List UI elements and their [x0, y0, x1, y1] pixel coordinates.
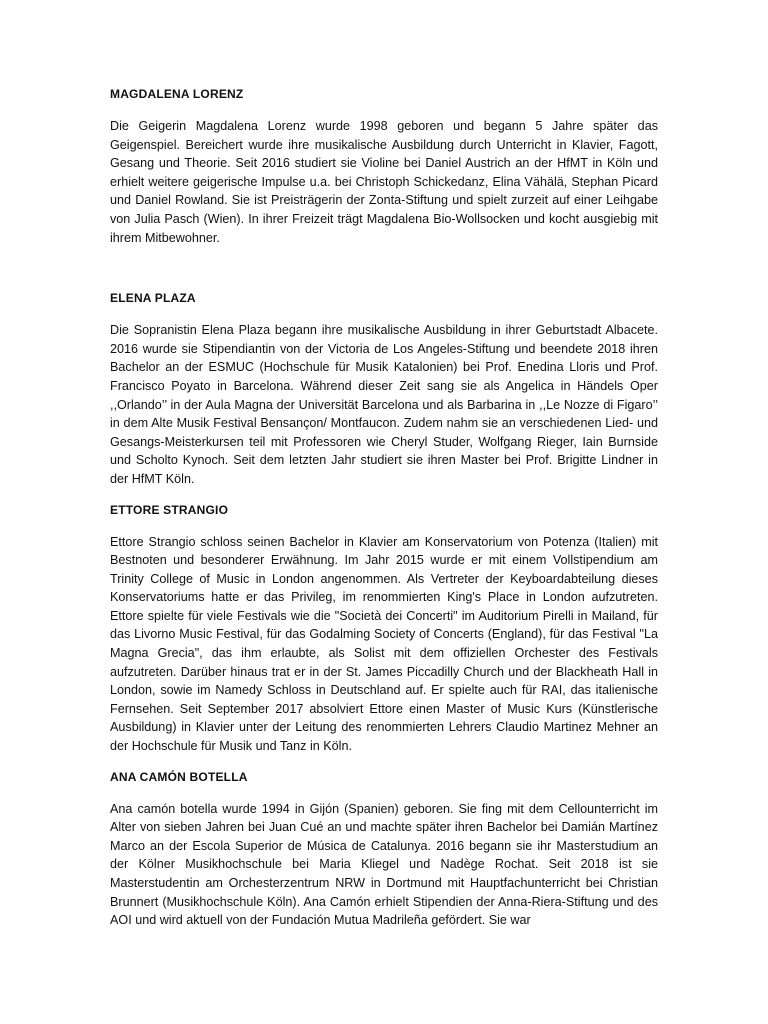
section-heading-magdalena-lorenz: MAGDALENA LORENZ [110, 87, 244, 101]
bio-paragraph-ettore-strangio: Ettore Strangio schloss seinen Bachelor in Klavier am Konservatorium von Potenza (Italien) mit Bestnoten und besonderer Erwähnung. Im Jahr 2015 wurde er mit einem Vollstipendium am Trinity College of Music in London angenommen. Als Vertreter der Keyboardabteilung dieses Konservatoriums hatte er das Privileg, im renommierten King's Place in London aufzutreten. Ettore spielte für viele Festivals wie die "Società dei Concerti" im Auditorium Pirelli in Mailand, für das Livorno Music Festival, für das Godalming Society of Concerts (England), für das Festival "La Magna Grecia", das ihm erlaubte, als Solist mit dem offiziellen Orchester des Festivals aufzutreten. Darüber hinaus trat er in der St. James Piccadilly Church und der Blackheath Hall in London, sowie im Namedy Schloss in Deutschland auf. Er spielte auch für RAI, das italienische Fernsehen. Seit September 2017 absolviert Ettore einen Master of Music Kurs (Künstlerische Ausbildung) in Klavier unter der Leitung des renommierten Lehrers Claudio Martinez Mehner an der Hochschule für Musik und Tanz in Köln. [110, 534, 658, 754]
section-heading-elena-plaza: ELENA PLAZA [110, 291, 196, 306]
section-heading-ana-camon-botella: ANA CAMÓN BOTELLA [110, 769, 248, 784]
bio-paragraph-ana-camon-botella: Ana camón botella wurde 1994 in Gijón (Spanien) geboren. Sie fing mit dem Cellounterricht im Alter von sieben Jahren bei Juan Cué an und machte später ihren Bachelor bei Damián Martínez Marco an der Escola Superior de Música de Catalunya. 2016 begann sie ihr Masterstudium an der Kölner Musikhochschule bei Maria Kliegel und Nadège Rochat. Seit 2018 ist sie Masterstudentin am Orchesterzentrum NRW in Dortmund mit Hauptfachunterricht bei Christian Brunnert (Musikhochschule Köln). Ana Camón erhielt Stipendien der Anna-Riera-Stiftung und des AOI und wird aktuell von der Fundación Mutua Madrileña gefördert. Sie war [110, 801, 658, 928]
section-heading-ettore-strangio: ETTORE STRANGIO [110, 502, 229, 517]
bio-paragraph-elena-plaza: Die Sopranistin Elena Plaza begann ihre musikalische Ausbildung in ihrer Geburtstadt Albacete. 2016 wurde sie Stipendiantin von der Victoria de Los Angeles-Stiftung und beendete 2018 ihren Bachelor an der ESMUC (Hochschule für Musik Katalonien) bei Prof. Enedina Lloris und Prof. Francisco Poyato in Barcelona. Während dieser Zeit sang sie als Angelica in Händels Oper ,,Orlando’’ in der Aula Magna der Universität Barcelona und als Barbarina in ,,Le Nozze di Figaro’’ in dem Alte Musik Festival Bensançon/ Montfaucon. Zudem nahm sie an verschiedenen Lied- und Gesangs-Meisterkursen teil mit Professoren wie Cheryl Studer, Wolfgang Rieger, Iain Burnside und Scholto Kynoch. Seit dem letzten Jahr studiert sie ihren Master bei Prof. Brigitte Lindner in der HfMT Köln. [110, 323, 658, 486]
bio-paragraph-magdalena-lorenz: Die Geigerin Magdalena Lorenz wurde 1998 geboren und begann 5 Jahre später das Geigenspiel. Bereichert wurde ihre musikalische Ausbildung durch Unterricht in Klavier, Fagott, Gesang und Theorie. Seit 2016 studiert sie Violine bei Daniel Austrich an der HfMT in Köln und erhielt weitere geigerische Impulse u.a. bei Christoph Schickedanz, Elina Vähälä, Stephan Picard und Daniel Rowland. Sie ist Preisträgerin der Zonta-Stiftung und spielt zurzeit auf einer Leihgabe von Julia Pasch (Wien). In ihrer Freizeit trägt Magdalena Bio-Wollsocken und kocht ausgiebig mit ihrem Mitbewohner. [110, 119, 658, 245]
